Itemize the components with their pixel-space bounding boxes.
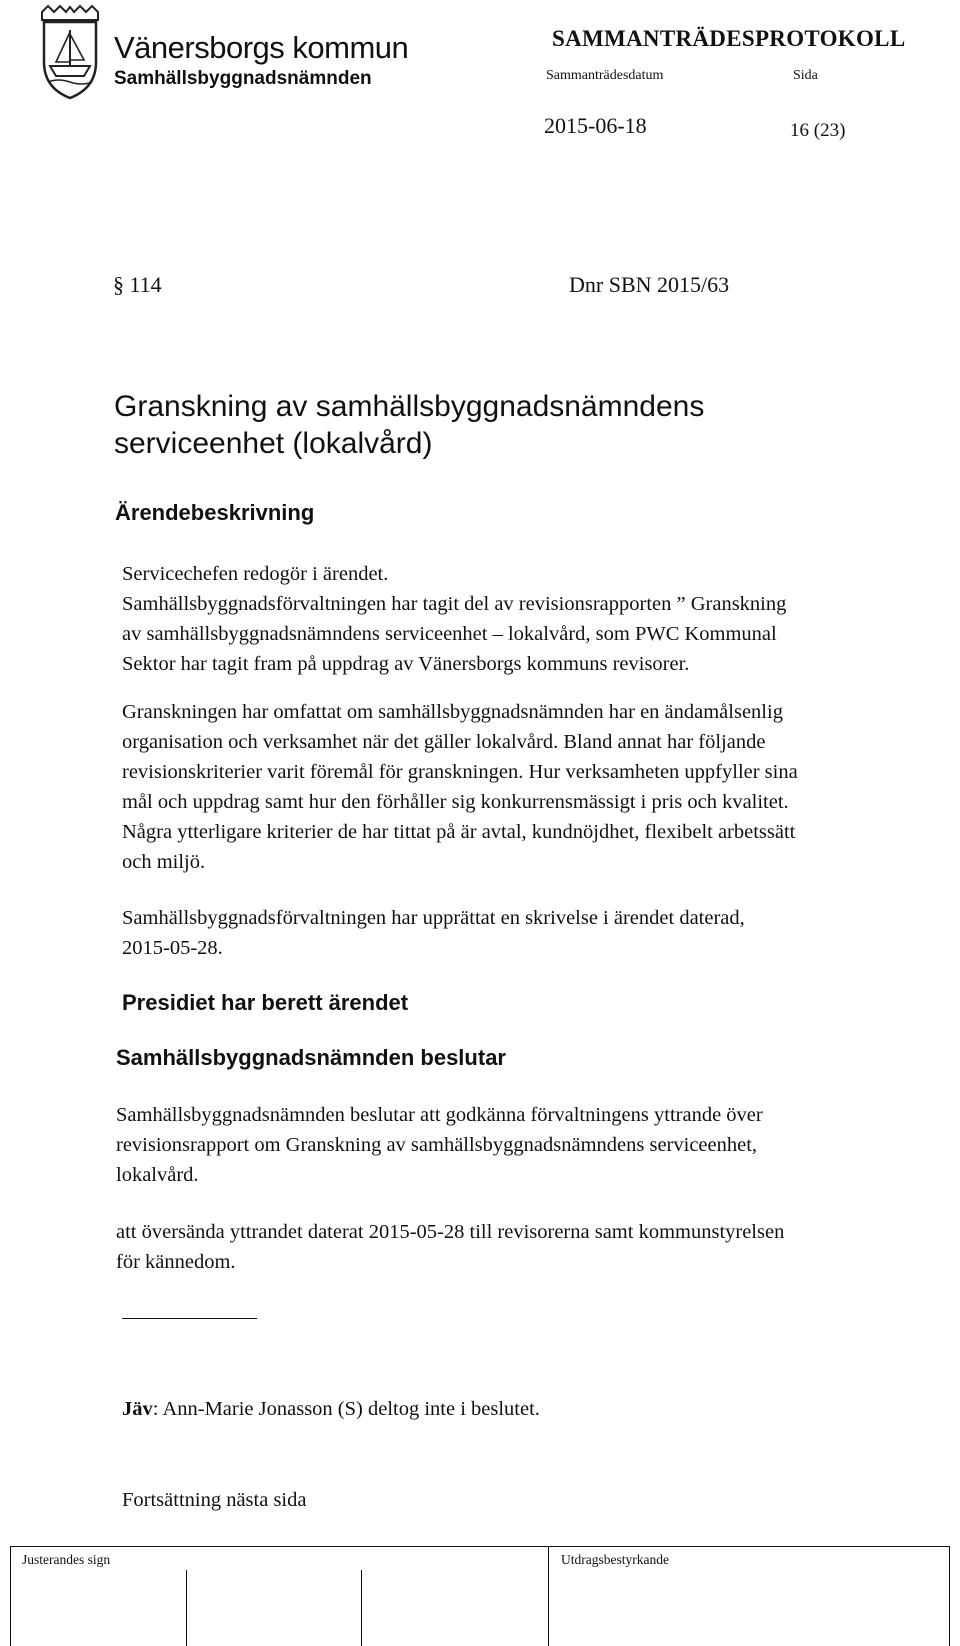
footer-cell-border xyxy=(10,1546,11,1646)
organization-unit: Samhällsbyggnadsnämnden xyxy=(114,68,372,89)
heading-case-description: Ärendebeskrivning xyxy=(115,500,315,525)
paragraph-forwarding xyxy=(116,1217,946,1277)
text-line: organisation och verksamhet när det gäller lokalvård. Bland annat har följande xyxy=(122,731,766,753)
page-number: 16 (23) xyxy=(790,120,846,141)
separator-line xyxy=(122,1318,257,1319)
disqualification-note xyxy=(122,1398,540,1421)
meeting-date-label: Sammanträdesdatum xyxy=(546,68,664,83)
meeting-date-value: 2015-06-18 xyxy=(544,113,647,138)
document-title: SAMMANTRÄDESPROTOKOLL xyxy=(552,26,906,51)
footer-cell-border xyxy=(949,1546,950,1646)
page-label: Sida xyxy=(793,68,818,83)
footer-divider xyxy=(10,1546,950,1547)
paragraph-number: § 114 xyxy=(113,272,162,297)
text-line: revisionskriterier varit föremål för granskningen. Hur verksamheten uppfyller sina xyxy=(122,761,798,783)
text-line: 2015-05-28. xyxy=(122,937,223,959)
case-title-line: serviceenhet (lokalvård) xyxy=(114,427,433,460)
footer-cell-border xyxy=(361,1570,362,1646)
paragraph-review-scope xyxy=(122,697,952,877)
text-line: att översända yttrandet daterat 2015-05-28 till revisorerna samt kommunstyrelsen xyxy=(116,1221,785,1243)
heading-decision: Samhällsbyggnadsnämnden beslutar xyxy=(116,1045,506,1070)
case-title xyxy=(114,388,874,462)
paragraph-description xyxy=(122,559,952,679)
municipal-coat-of-arms-icon xyxy=(38,4,102,100)
case-title-line: Granskning av samhällsbyggnadsnämndens xyxy=(114,390,705,423)
text-line: Samhällsbyggnadsnämnden beslutar att godkänna förvaltningens yttrande över xyxy=(116,1104,763,1126)
organization-name: Vänersborgs kommun xyxy=(114,30,409,65)
text-line: av samhällsbyggnadsnämndens serviceenhet – lokalvård, som PWC Kommunal xyxy=(122,623,777,645)
paragraph-statement xyxy=(122,903,952,963)
footer-certification-label: Utdragsbestyrkande xyxy=(561,1552,669,1567)
continued-note: Fortsättning nästa sida xyxy=(122,1489,307,1511)
text-line: lokalvård. xyxy=(116,1164,199,1186)
text-line: och miljö. xyxy=(122,851,206,873)
text-line: revisionsrapport om Granskning av samhällsbyggnadsnämndens serviceenhet, xyxy=(116,1134,758,1156)
disqualification-label: Jäv xyxy=(122,1398,153,1420)
footer-cell-border xyxy=(548,1546,549,1646)
text-line: Servicechefen redogör i ärendet. xyxy=(122,563,389,585)
text-line: för kännedom. xyxy=(116,1251,236,1273)
text-line: Några ytterligare kriterier de har tittat på är avtal, kundnöjdhet, flexibelt arbetssätt xyxy=(122,821,796,843)
text-line: Samhällsbyggnadsförvaltningen har tagit del av revisionsrapporten ” Granskning xyxy=(122,593,787,615)
text-line: Samhällsbyggnadsförvaltningen har upprättat en skrivelse i ärendet daterad, xyxy=(122,907,745,929)
text-line: Granskningen har omfattat om samhällsbyggnadsnämnden har en ändamålsenlig xyxy=(122,701,783,723)
footer-signature-label: Justerandes sign xyxy=(22,1552,111,1567)
text-line: mål och uppdrag samt hur den förhåller sig konkurrensmässigt i pris och kvalitet. xyxy=(122,791,789,813)
text-line: Sektor har tagit fram på uppdrag av Vänersborgs kommuns revisorer. xyxy=(122,653,690,675)
heading-presidium: Presidiet har berett ärendet xyxy=(122,990,409,1015)
disqualification-text: : Ann-Marie Jonasson (S) deltog inte i beslutet. xyxy=(152,1398,540,1420)
case-registration-number: Dnr SBN 2015/63 xyxy=(569,272,730,297)
footer-cell-border xyxy=(186,1570,187,1646)
paragraph-decision xyxy=(116,1100,946,1190)
